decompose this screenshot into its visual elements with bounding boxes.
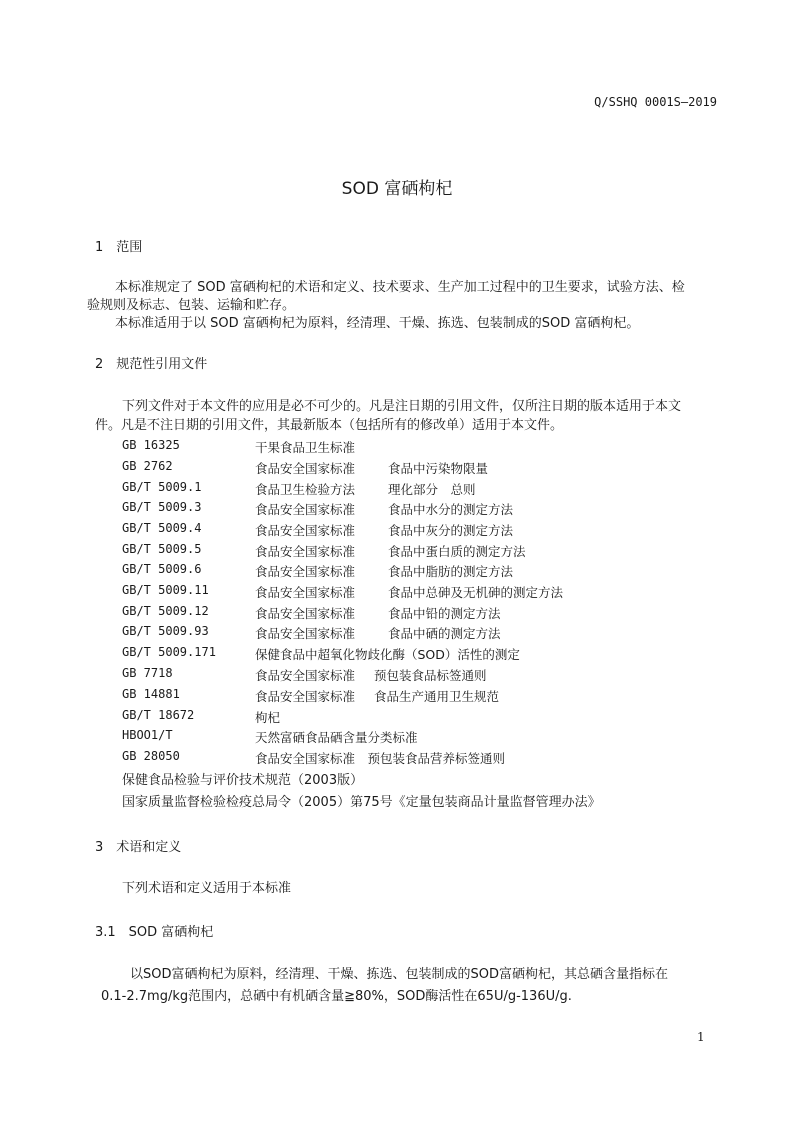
definition-line: 0.1-2.7mg/kg范围内，总硒中有机硒含量≧80%，SOD酶活性在65U/g-136U/g.: [101, 989, 572, 1004]
reference-title: 食品安全国家标准: [255, 689, 356, 704]
reference-subtitle: 食品中脂肪的测定方法: [388, 564, 514, 579]
reference-code: GB/T 5009.12: [122, 604, 209, 618]
reference-subtitle: 食品中铅的测定方法: [388, 606, 501, 621]
section-1-paragraph-line: 验规则及标志、包装、运输和贮存。: [87, 298, 296, 313]
section-2-heading: 2 规范性引用文件: [95, 357, 208, 372]
reference-code: GB 7718: [122, 666, 173, 680]
reference-title: 食品安全国家标准: [255, 668, 356, 683]
reference-title: 干果食品卫生标准: [255, 440, 356, 455]
reference-title: 食品安全国家标准: [255, 544, 356, 559]
reference-code: HBOO1/T: [122, 728, 173, 742]
reference-title: 食品安全国家标准: [255, 626, 356, 641]
reference-title: 食品卫生检验方法: [255, 482, 356, 497]
reference-title: 食品安全国家标准: [255, 461, 356, 476]
reference-subtitle: 食品生产通用卫生规范: [374, 689, 500, 704]
reference-extra: 保健食品检验与评价技术规范（2003版）: [122, 773, 364, 788]
section-1-paragraph-line: 本标准规定了 SOD 富硒枸杞的术语和定义、技术要求、生产加工过程中的卫生要求，试验方法、检: [115, 280, 685, 295]
reference-code: GB/T 5009.5: [122, 542, 202, 556]
reference-code: GB/T 5009.3: [122, 500, 202, 514]
reference-title: 食品安全国家标准: [255, 523, 356, 538]
reference-code: GB/T 5009.171: [122, 645, 216, 659]
reference-title: 食品安全国家标准: [255, 606, 356, 621]
reference-title: 食品安全国家标准: [255, 502, 356, 517]
reference-code: GB 14881: [122, 687, 180, 701]
reference-title: 天然富硒食品硒含量分类标准: [255, 730, 418, 745]
page-title: SOD 富硒枸杞: [341, 179, 453, 199]
reference-subtitle: 预包装食品标签通则: [374, 668, 487, 683]
section-3-heading: 3 术语和定义: [95, 840, 182, 855]
reference-code: GB 2762: [122, 459, 173, 473]
section-2-intro-line: 件。凡是不注日期的引用文件，其最新版本（包括所有的修改单）适用于本文件。: [95, 418, 564, 433]
reference-code: GB 28050: [122, 749, 180, 763]
reference-title: 枸杞: [255, 710, 281, 725]
reference-title: 保健食品中超氧化物歧化酶（SOD）活性的测定: [255, 647, 520, 662]
section-3-1-heading: 3.1 SOD 富硒枸杞: [95, 925, 214, 940]
reference-subtitle: 食品中硒的测定方法: [388, 626, 501, 641]
section-1-applicability: 本标准适用于以 SOD 富硒枸杞为原料，经清理、干燥、拣选、包装制成的SOD 富硒枸杞。: [115, 316, 640, 331]
reference-subtitle: 食品中总砷及无机砷的测定方法: [388, 585, 564, 600]
reference-code: GB/T 5009.11: [122, 583, 209, 597]
reference-code: GB/T 5009.1: [122, 480, 202, 494]
section-1-heading: 1 范围: [95, 240, 143, 255]
reference-code: GB 16325: [122, 438, 180, 452]
reference-subtitle: 食品中蛋白质的测定方法: [388, 544, 526, 559]
definition-line: 以SOD富硒枸杞为原料，经清理、干燥、拣选、包装制成的SOD富硒枸杞，其总硒含量指标在: [130, 967, 668, 982]
page-number: 1: [697, 1030, 705, 1044]
reference-subtitle: 理化部分 总则: [388, 482, 476, 497]
reference-extra: 国家质量监督检验检疫总局令（2005）第75号《定量包装商品计量监督管理办法》: [122, 795, 601, 810]
reference-code: GB/T 5009.93: [122, 624, 209, 638]
reference-code: GB/T 5009.4: [122, 521, 202, 535]
section-3-intro: 下列术语和定义适用于本标准: [122, 881, 292, 896]
reference-subtitle: 食品中水分的测定方法: [388, 502, 514, 517]
reference-code: GB/T 5009.6: [122, 562, 202, 576]
reference-title: 食品安全国家标准 预包装食品营养标签通则: [255, 751, 506, 766]
reference-subtitle: 食品中灰分的测定方法: [388, 523, 514, 538]
document-code: Q/SSHQ 0001S—2019: [594, 95, 717, 109]
reference-code: GB/T 18672: [122, 708, 195, 722]
reference-subtitle: 食品中污染物限量: [388, 461, 489, 476]
reference-title: 食品安全国家标准: [255, 585, 356, 600]
section-2-intro-line: 下列文件对于本文件的应用是必不可少的。凡是注日期的引用文件，仅所注日期的版本适用于本文: [122, 399, 682, 414]
reference-title: 食品安全国家标准: [255, 564, 356, 579]
